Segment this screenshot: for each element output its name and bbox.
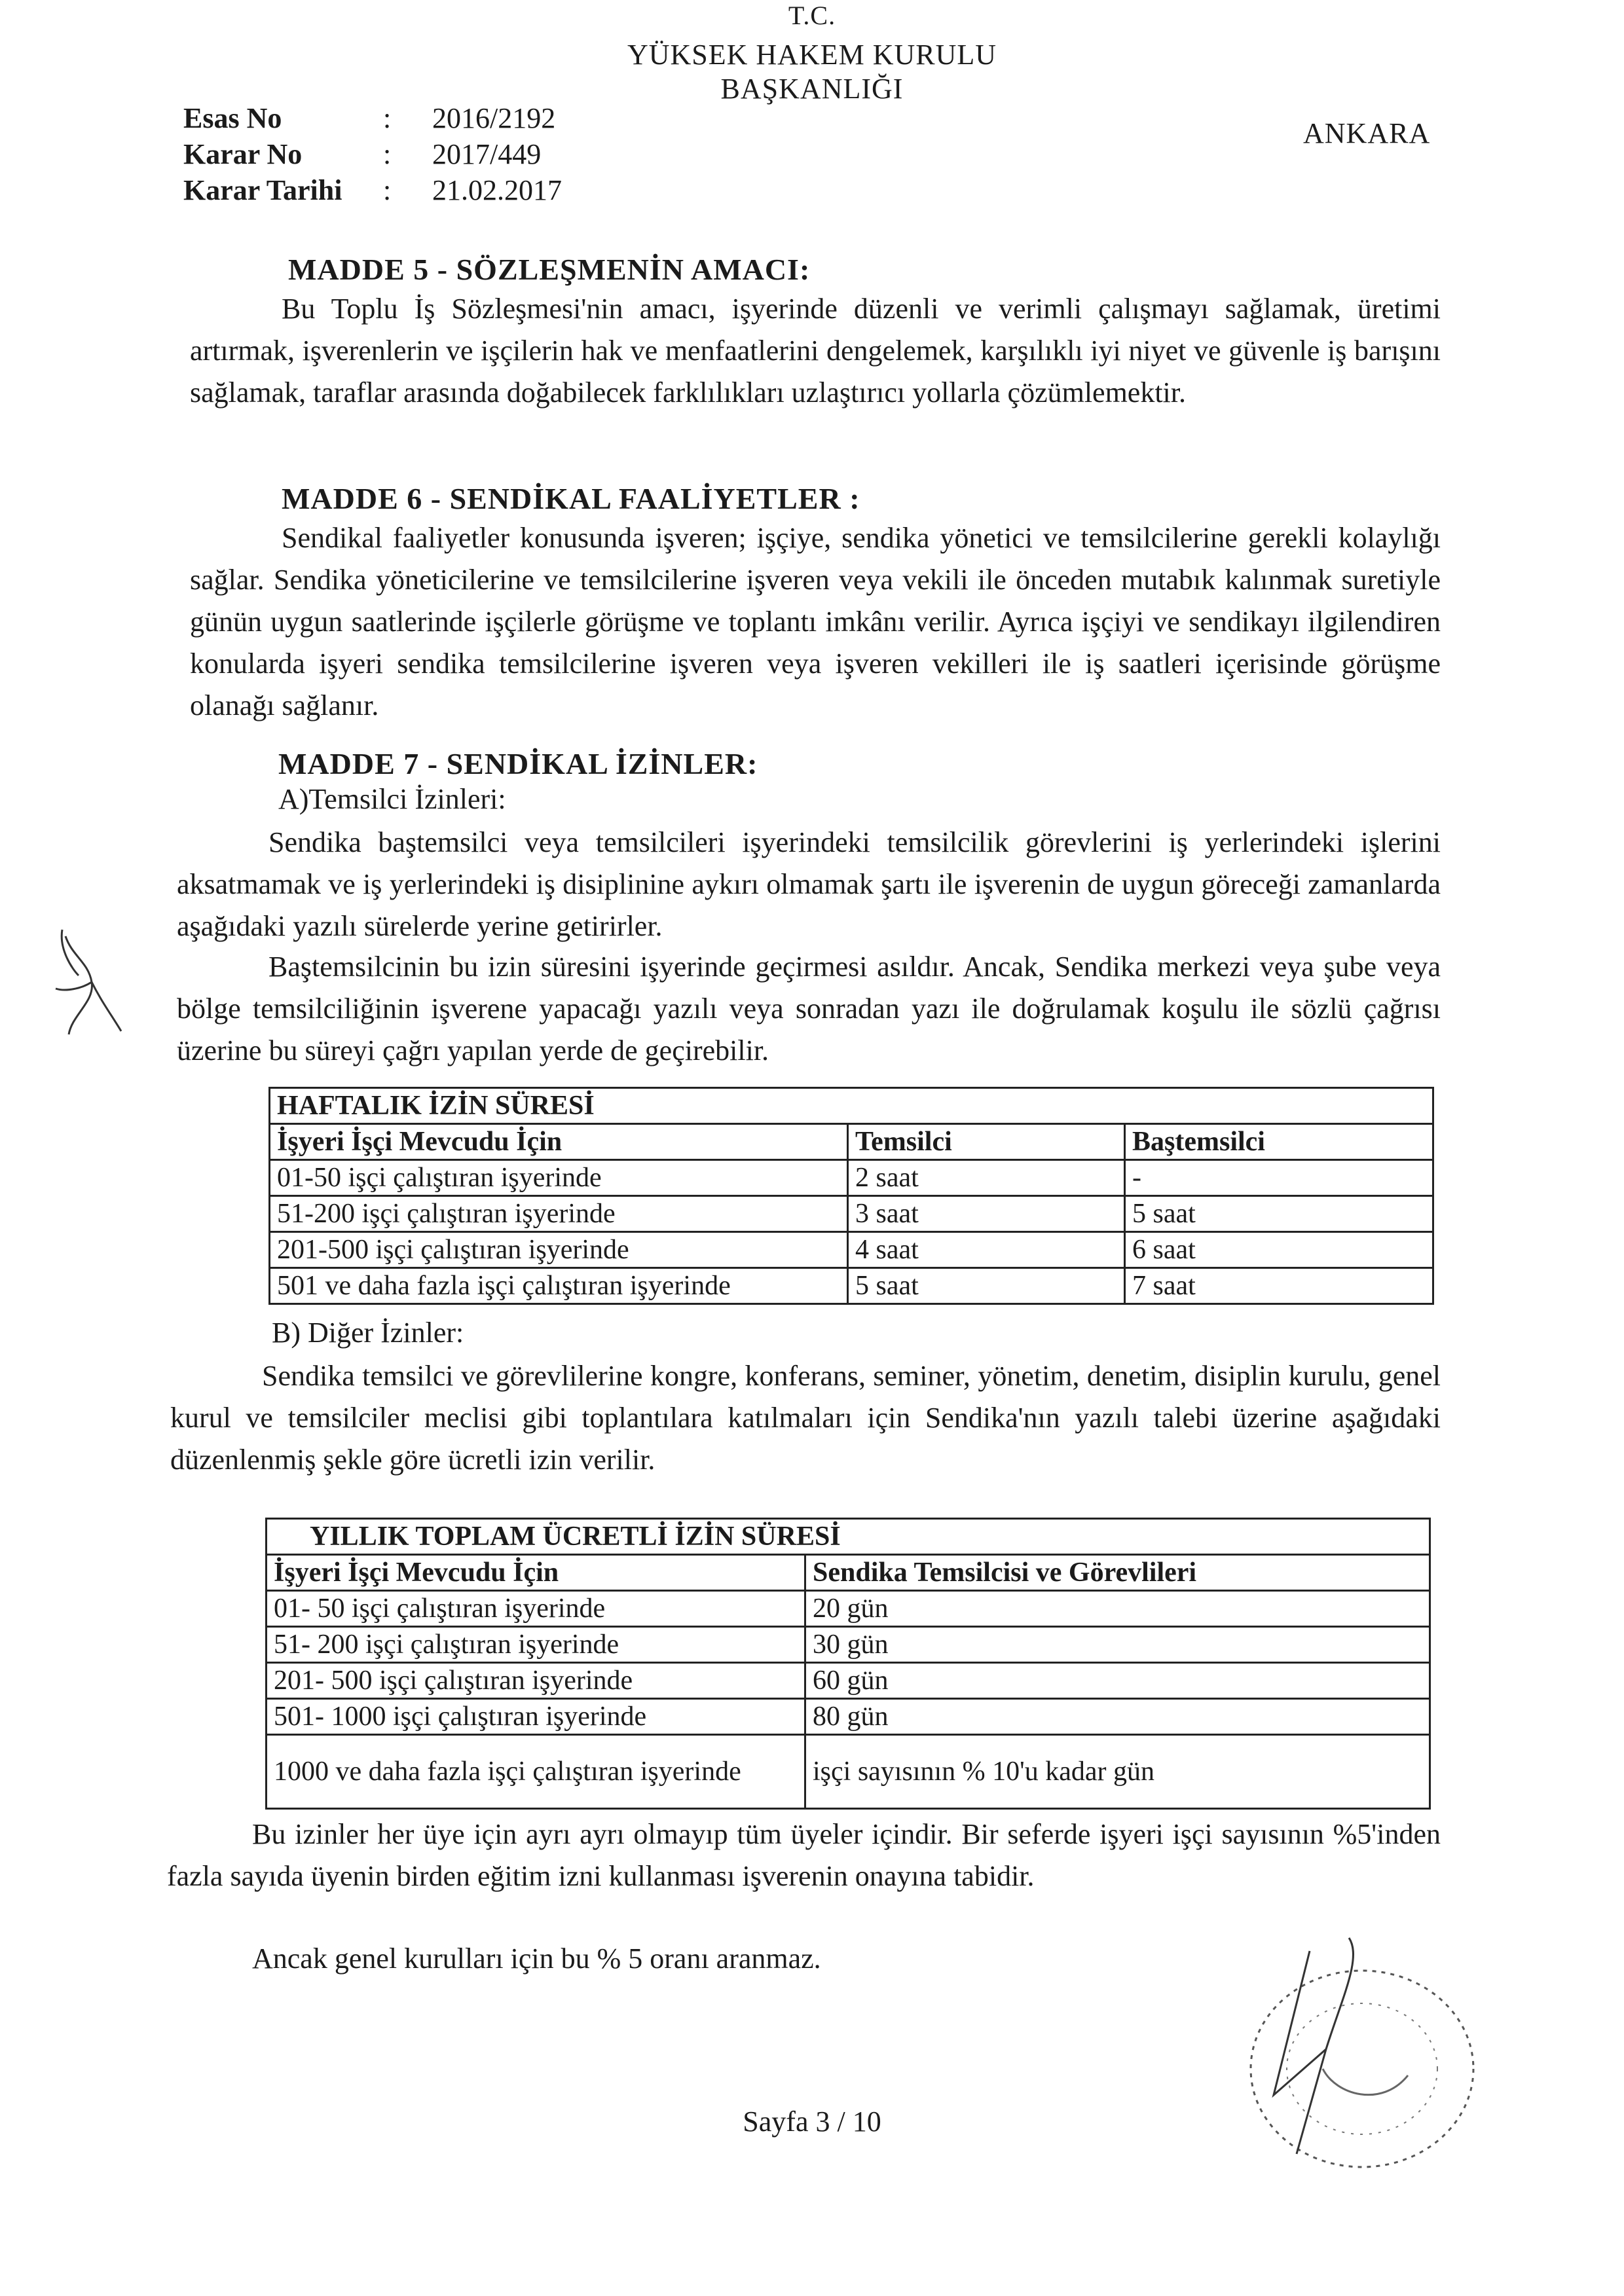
karar-value: 2017/449 — [432, 138, 542, 170]
table-cell: 30 gün — [805, 1627, 1430, 1663]
esas-colon: : — [383, 102, 392, 134]
tarih-colon: : — [383, 174, 392, 206]
table-cell: 501- 1000 işçi çalıştıran işyerinde — [267, 1699, 805, 1735]
table-row — [270, 1268, 1433, 1304]
table1-header-workforce: İşyeri İşçi Mevcudu İçin — [270, 1124, 848, 1160]
table2-header-workforce: İşyeri İşçi Mevcudu İçin — [267, 1555, 805, 1591]
tarih-label: Karar Tarihi — [183, 174, 342, 206]
karar-colon: : — [383, 138, 392, 170]
table-row — [267, 1735, 1430, 1809]
table1-title: HAFTALIK İZİN SÜRESİ — [270, 1088, 1433, 1124]
table-cell: 01-50 işçi çalıştıran işyerinde — [270, 1160, 848, 1196]
table-row — [267, 1699, 1430, 1735]
table-row — [270, 1160, 1433, 1196]
table-cell: 01- 50 işçi çalıştıran işyerinde — [267, 1591, 805, 1627]
table-cell: 51- 200 işçi çalıştıran işyerinde — [267, 1627, 805, 1663]
madde5-title: MADDE 5 - SÖZLEŞMENİN AMACI: — [288, 253, 811, 286]
yillik-izin-table — [265, 1518, 1431, 1810]
table2-header-representatives: Sendika Temsilcisi ve Görevlileri — [805, 1555, 1430, 1591]
madde7-para1-body: Sendika baştemsilci veya temsilcileri işyerindeki temsilcilik görevlerini iş yerlerindeki işlerini aksatmamak ve iş yerlerindeki iş disiplinine aykırı olmamak şartı ile işverenin de uygun göreceği zamanlarda aşağıdaki yazılı sürelerde yerine getirirler. — [177, 826, 1441, 942]
table1-header-temsilci: Temsilci — [848, 1124, 1125, 1160]
madde6-text — [190, 517, 1441, 727]
madde7-para4-body: Bu izinler her üye için ayrı ayrı olmayıp tüm üyeler içindir. Bir seferde işyeri işçi sayısının %5'inden fazla sayıda üyenin birden eğitim izni kullanması işverenin onayına tabidir. — [167, 1818, 1441, 1892]
table-title-row — [267, 1519, 1430, 1555]
table-cell: 201- 500 işçi çalıştıran işyerinde — [267, 1663, 805, 1699]
table-row — [270, 1196, 1433, 1232]
madde7-subtitle-a: A)Temsilci İzinleri: — [278, 783, 506, 815]
city: ANKARA — [1303, 117, 1431, 149]
table-row — [267, 1663, 1430, 1699]
page-number: Sayfa 3 / 10 — [743, 2105, 881, 2138]
table-header-row — [267, 1555, 1430, 1591]
table2-title: YILLIK TOPLAM ÜCRETLİ İZİN SÜRESİ — [267, 1519, 1430, 1555]
madde5-text — [190, 288, 1441, 414]
haftalik-izin-table — [268, 1087, 1434, 1305]
table-cell: 60 gün — [805, 1663, 1430, 1699]
esas-label: Esas No — [183, 102, 282, 134]
table-cell: 7 saat — [1125, 1268, 1433, 1304]
table-cell: - — [1125, 1160, 1433, 1196]
madde6-title: MADDE 6 - SENDİKAL FAALİYETLER : — [282, 482, 860, 515]
madde7-para3 — [170, 1355, 1441, 1481]
table-cell: işçi sayısının % 10'u kadar gün — [805, 1735, 1430, 1809]
madde7-para4 — [167, 1813, 1441, 1897]
tarih-value: 21.02.2017 — [432, 174, 562, 206]
table-header-row — [270, 1124, 1433, 1160]
org-name: YÜKSEK HAKEM KURULU — [627, 39, 997, 71]
madde7-para5-body: Ancak genel kurulları için bu % 5 oranı aranmaz. — [252, 1942, 821, 1975]
madde7-title: MADDE 7 - SENDİKAL İZİNLER: — [278, 747, 758, 780]
table-row — [267, 1627, 1430, 1663]
madde6-body: Sendikal faaliyetler konusunda işveren; işçiye, sendika yönetici ve temsilcilerine gerekli kolaylığı sağlar. Sendika yöneticilerine ve temsilcilerine işveren veya vekili ile önceden mutabık kalınmak suretiyle günün uygun saatlerinde işçilerle görüşme ve toplantı imkânı verilir. Ayrıca işçiyi ve sendikayı ilgilendiren konularda işyeri sendika temsilcilerine işveren veya işveren vekilleri ile iş saatleri içerisinde görüşme olanağı sağlanır. — [190, 522, 1441, 721]
table1-header-bastemsilci: Baştemsilci — [1125, 1124, 1433, 1160]
table-cell: 6 saat — [1125, 1232, 1433, 1268]
table-row — [270, 1232, 1433, 1268]
handwritten-initial-icon — [26, 917, 138, 1054]
madde7-para2 — [177, 946, 1441, 1072]
org-subtitle: BAŞKANLIĞI — [720, 73, 904, 105]
madde7-para1 — [177, 822, 1441, 947]
table-cell: 20 gün — [805, 1591, 1430, 1627]
table-cell: 4 saat — [848, 1232, 1125, 1268]
table-cell: 501 ve daha fazla işçi çalıştıran işyerinde — [270, 1268, 848, 1304]
table-cell: 5 saat — [1125, 1196, 1433, 1232]
table-cell: 3 saat — [848, 1196, 1125, 1232]
madde5-body: Bu Toplu İş Sözleşmesi'nin amacı, işyerinde düzenli ve verimli çalışmayı sağlamak, üretimi artırmak, işverenlerin ve işçilerin hak ve menfaatlerini dengelemek, karşılıklı iyi niyet ve güvenle iş barışını sağlamak, taraflar arasında doğabilecek farklılıkları uzlaştırıcı yollarla çözümlemektir. — [190, 293, 1441, 409]
madde7-subtitle-b: B) Diğer İzinler: — [272, 1317, 464, 1349]
madde7-para3-body: Sendika temsilci ve görevlilerine kongre, konferans, seminer, yönetim, denetim, disiplin kurulu, genel kurul ve temsilciler meclisi gibi toplantılara katılmaları için Sendika'nın yazılı talebi üzerine aşağıdaki düzenlenmiş şekle göre ücretli izin verilir. — [170, 1360, 1441, 1476]
karar-label: Karar No — [183, 138, 303, 170]
table-row — [267, 1591, 1430, 1627]
table-cell: 201-500 işçi çalıştıran işyerinde — [270, 1232, 848, 1268]
table-cell: 80 gün — [805, 1699, 1430, 1735]
header-top-fragment: T.C. — [788, 1, 836, 30]
table-cell: 51-200 işçi çalıştıran işyerinde — [270, 1196, 848, 1232]
table-cell: 5 saat — [848, 1268, 1125, 1304]
esas-value: 2016/2192 — [432, 102, 556, 134]
table-title-row — [270, 1088, 1433, 1124]
madde7-para2-body: Baştemsilcinin bu izin süresini işyerinde geçirmesi asıldır. Ancak, Sendika merkezi veya şube veya bölge temsilciliğinin işverene yapacağı yazılı veya sonradan yazı ile doğrulamak koşulu ile sözlü çağrısı üzerine bu süreyi çağrı yapılan yerde de geçirebilir. — [177, 951, 1441, 1066]
table-cell: 1000 ve daha fazla işçi çalıştıran işyerinde — [267, 1735, 805, 1809]
table-cell: 2 saat — [848, 1160, 1125, 1196]
